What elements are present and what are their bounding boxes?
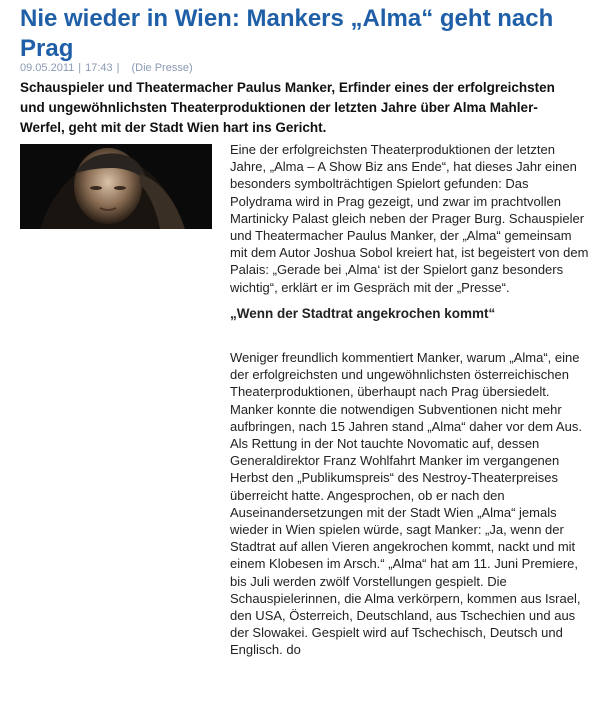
article-subheading: „Wenn der Stadtrat angekrochen kommt“ <box>230 305 496 321</box>
article-lead: Schauspieler und Theatermacher Paulus Manker, Erfinder eines der erfolgreichsten und ungewöhnlichsten Theaterproduktionen der letzten Jahre über Alma Mahler-Werfel, geht mit der Stadt Wien hart ins Gericht. <box>20 80 555 135</box>
article-date: 09.05.2011 <box>20 62 75 74</box>
article-photo <box>20 144 212 229</box>
article-meta <box>20 62 193 74</box>
article-time: 17:43 <box>85 62 113 74</box>
article-headline: Nie wieder in Wien: Mankers „Alma“ geht nach Prag <box>20 5 554 62</box>
article-body <box>230 141 590 659</box>
article-paragraph: Eine der erfolgreichsten Theaterproduktionen der letzten Jahre, „Alma – A Show Biz ans Ende“, hat dieses Jahr einen besonders symbolträchtigen Spielort gefunden: Das Polydrama wird in Prag gezeigt, und zwar im prachtvollen Martinicky Palast gleich neben der Prager Burg. Schauspieler und Theatermacher Paulus Manker, der „Alma“ gemeinsam mit dem Autor Joshua Sobol kreiert hat, ist begeistert von dem Palais: „Gerade bei ‚Alma‘ ist der Spielort ganz besonders wichtig“, erklärt er im Gespräch mit der „Presse“. <box>230 142 589 295</box>
portrait-image <box>20 144 212 229</box>
article-paragraph: Weniger freundlich kommentiert Manker, warum „Alma“, eine der erfolgreichsten und ungewöhnlichsten österreichischen Theaterproduktionen, überhaupt nach Prag übersiedelt. Manker konnte die notwendigen Subventionen nicht mehr aufbringen, nach 15 Jahren stand „Alma“ daher vor dem Aus. Als Rettung in der Not tauchte Novomatic auf, dessen Generaldirektor Franz Wohlfahrt Manker im vergangenen Herbst den „Publikumspreis“ des Nestroy-Theaterpreises überreicht hatte. Angesprochen, ob er nach den Auseinandersetzungen mit der Stadt Wien „Alma“ jemals wieder in Wien spielen würde, sagt Manker: „Ja, wenn der Stadtrat auf allen Vieren angekrochen kommt, nackt und mit einem Klobesen im Arsch.“ „Alma“ hat am 11. Juni Premiere, bis Juli werden zwölf Vorstellungen gespielt. Die Schauspielerinnen, die Alma verkörpern, kommen aus Israel, den USA, Österreich, Deutschland, aus Tschechien und aus der Slowakei. Gespielt wird auf Tschechisch, Deutsch und Englisch. do <box>230 350 582 658</box>
paragraph-spacer <box>230 322 590 349</box>
meta-separator: | <box>116 62 120 74</box>
article-source: (Die Presse) <box>131 62 193 74</box>
meta-separator: | <box>78 62 82 74</box>
